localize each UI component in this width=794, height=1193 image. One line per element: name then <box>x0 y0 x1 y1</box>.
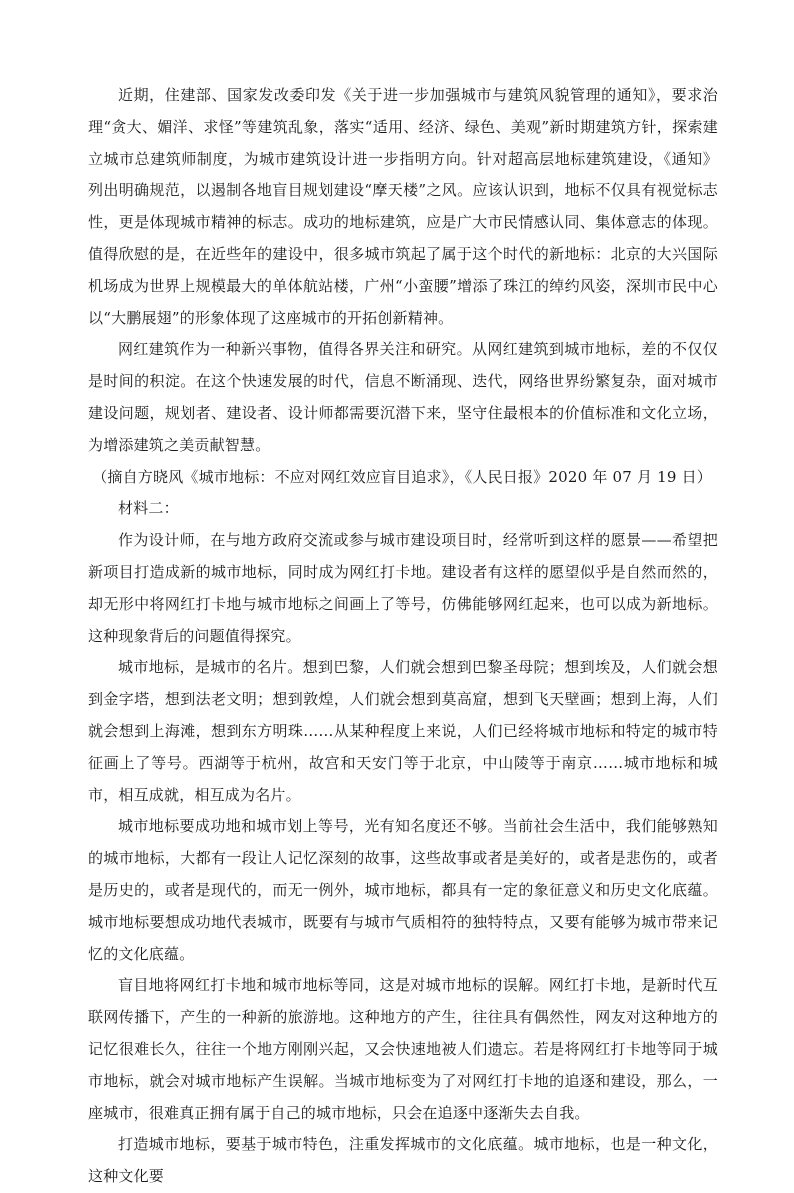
material2-paragraph-5: 打造城市地标，要基于城市特色，注重发挥城市的文化底蕴。城市地标，也是一种文化，这种文化要 <box>88 1135 718 1186</box>
material1-paragraph-1: 近期，住建部、国家发改委印发《关于进一步加强城市与建筑风貌管理的通知》，要求治理“贪大、媚洋、求怪”等建筑乱象，落实“适用、经济、绿色、美观”新时期建筑方针，探索建立城市总建筑师制度，为城市建筑设计进一步指明方向。针对超高层地标建筑建设，《通知》列出明确规范，以遏制各地盲目规划建设“摩天楼”之风。应该认识到，地标不仅具有视觉标志性，更是体现城市精神的标志。成功的地标建筑，应是广大市民情感认同、集体意志的体现。值得欣慰的是，在近些年的建设中，很多城市筑起了属于这个时代的新地标：北京的大兴国际机场成为世界上规模最大的单体航站楼，广州“小蛮腰”增添了珠江的绰约风姿，深圳市民中心以“大鹏展翅”的形象体现了这座城市的开拓创新精神。 <box>88 86 718 327</box>
material1-paragraph-2: 网红建筑作为一种新兴事物，值得各界关注和研究。从网红建筑到城市地标，差的不仅仅是时间的积淀。在这个快速发展的时代，信息不断涌现、迭代，网络世界纷繁复杂，面对城市建设问题，规划者、建设者、设计师都需要沉潜下来，坚守住最根本的价值标准和文化立场，为增添建筑之美贡献智慧。 <box>88 340 718 454</box>
material2-paragraph-1: 作为设计师，在与地方政府交流或参与城市建设项目时，经常听到这样的愿景——希望把新项目打造成新的城市地标，同时成为网红打卡地。建设者有这样的愿望似乎是自然而然的，却无形中将网红打卡地与城市地标之间画上了等号，仿佛能够网红起来，也可以成为新地标。这种现象背后的问题值得探究。 <box>88 531 718 645</box>
material2-paragraph-4: 盲目地将网红打卡地和城市地标等同，这是对城市地标的误解。网红打卡地，是新时代互联网传播下，产生的一种新的旅游地。这种地方的产生，往往具有偶然性，网友对这种地方的记忆很难长久，往往一个地方刚刚兴起，又会快速地被人们遗忘。若是将网红打卡地等同于城市地标，就会对城市地标产生误解。当城市地标变为了对网红打卡地的追逐和建设，那么，一座城市，很难真正拥有属于自己的城市地标，只会在追逐中逐渐失去自我。 <box>88 976 718 1122</box>
material2-paragraph-2: 城市地标，是城市的名片。想到巴黎，人们就会想到巴黎圣母院；想到埃及，人们就会想到金字塔，想到法老文明；想到敦煌，人们就会想到莫高窟，想到飞天壁画；想到上海，人们就会想到上海滩，想到东方明珠……从某种程度上来说，人们已经将城市地标和特定的城市特征画上了等号。西湖等于杭州，故宫和天安门等于北京，中山陵等于南京……城市地标和城市，相互成就，相互成为名片。 <box>88 658 718 804</box>
material1-source-citation: （摘自方晓风《城市地标：不应对网红效应盲目追求》，《人民日报》2020 年 07 月 19 日） <box>92 467 712 486</box>
document-page <box>88 80 718 1193</box>
material2-heading: 材料二： <box>118 499 179 518</box>
material2-paragraph-3: 城市地标要成功地和城市划上等号，光有知名度还不够。当前社会生活中，我们能够熟知的城市地标，大都有一段让人记忆深刻的故事，这些故事或者是美好的，或者是悲伤的，或者是历史的，或者是现代的，而无一例外，城市地标，都具有一定的象征意义和历史文化底蕴。城市地标要想成功地代表城市，既要有与城市气质相符的独特特点，又要有能够为城市带来记忆的文化底蕴。 <box>88 817 718 963</box>
